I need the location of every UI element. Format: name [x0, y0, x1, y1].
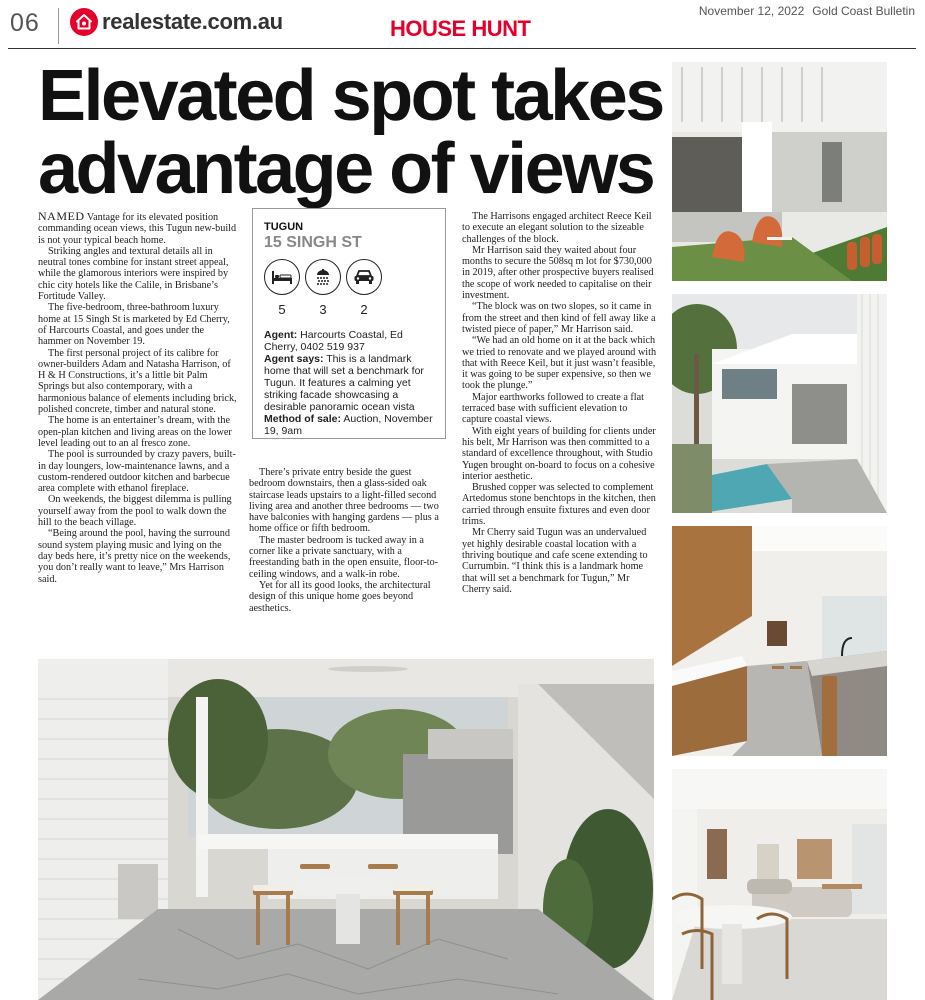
section-title: HOUSE HUNT — [390, 16, 531, 41]
agent-says-value: This is a landmark home that will set a benchmark for Tugun. It features a calming yet striking facade showcasing a desirable panoramic ocean vista — [264, 353, 424, 413]
article-column-1 — [38, 211, 238, 585]
paragraph: The home is an entertainer’s dream, with the open-plan kitchen and living areas on the lower level leading out to an al fresco zone. — [38, 415, 232, 449]
agent-label: Agent: — [264, 329, 298, 341]
listing-details — [264, 329, 434, 437]
article-column-3 — [462, 211, 658, 595]
lead-paragraph — [38, 211, 238, 246]
alfresco-dining-photo — [38, 659, 654, 1000]
paragraph: Brushed copper was selected to complement Artedomus stone benchtops in the kitchen, then carried through ensuite fixtures and even door trims. — [462, 482, 656, 528]
paragraph: On weekends, the biggest dilemma is pulling yourself away from the pool to walk down the hill to the beach village. — [38, 494, 232, 529]
paragraph: “The block was on two slopes, so it came in from the street and then kind of fell away like a twisted piece of paper,” Mr Harrison said. — [462, 301, 656, 335]
bedroom-count: 5 — [278, 302, 286, 317]
lead-text: Vantage for its elevated position commanding ocean views, this Tugun new-build is not your typical beach home. — [38, 212, 237, 246]
pool-facade-photo — [672, 294, 887, 513]
paragraph: The Harrisons engaged architect Reece Keil to execute an elegant solution to the sizeable challenges of the block. — [462, 211, 652, 245]
agent-says-line — [264, 353, 434, 413]
house-logo-icon — [70, 8, 98, 36]
shower-icon — [305, 259, 341, 295]
paragraph: The pool is surrounded by crazy pavers, built-in day loungers, low-maintenance lawns, and a custom-rendered outdoor kitchen and barbecue area complete with ethanol fireplace. — [38, 449, 236, 495]
parking-feature — [346, 259, 382, 317]
car-space-count: 2 — [360, 302, 368, 317]
lead-caps: NAMED — [38, 209, 85, 223]
page-number: 06 — [10, 9, 40, 37]
paragraph: “We had an old home on it at the back which we tried to renovate and we played around with that with Reece Keil, but it just wasn’t feasible, it was going to be super expensive, so then we took the plunge.” — [462, 335, 657, 392]
paragraph: The five-bedroom, three-bathroom luxury home at 15 Singh St is marketed by Ed Cherry, of Harcourts Coastal, and goes under the hammer on November 19. — [38, 302, 230, 348]
car-icon — [346, 259, 382, 295]
method-label: Method of sale: — [264, 413, 342, 425]
publication-name: Gold Coast Bulletin — [812, 4, 915, 18]
paragraph: Mr Cherry said Tugun was an undervalued yet highly desirable coastal location with a thriving boutique and cafe scene extending to Currumbin. “I think this is a landmark home that will set a benchmark for Tugun,” Mr Cherry said. — [462, 527, 648, 595]
paragraph: Mr Harrison said they waited about four months to secure the 508sq m lot for $730,000 in 2019, after other prospective buyers realised the scope of work needed to capitalise on their investment. — [462, 244, 654, 302]
paragraph: Striking angles and textural details all in neutral tones combine for instant street appeal, while the glamorous interiors were inspired by chic city hotels like the Calile, in Brisbane’s Fortitude Valley. — [38, 245, 229, 303]
property-address: 15 SINGH ST — [264, 234, 362, 251]
paragraph: There’s private entry beside the guest bedroom downstairs, then a glass-sided oak staircase leads upstairs to a light-filled second living area and another three bedrooms — two have balconies with hanging gardens — plus a home office or fifth bedroom. — [249, 467, 439, 535]
property-fact-box — [252, 208, 446, 439]
paragraph: The master bedroom is tucked away in a corner like a private sanctuary, with a freestanding bath in the open ensuite, floor-to-ceiling windows, and a walk-in robe. — [249, 534, 439, 580]
living-dining-photo — [672, 769, 887, 1000]
paragraph: The first personal project of its calibre for owner-builders Adam and Natasha Harrison, of H & H Constructions, it’s a little bit Palm Springs but also contemporary, with a harmonious balance of elements including brick, polished concrete, timber and natural stone. — [38, 347, 237, 416]
agent-says-label: Agent says: — [264, 353, 324, 365]
method-of-sale-line — [264, 413, 434, 437]
header-divider — [58, 8, 59, 44]
paragraph: With eight years of building for clients under his belt, Mr Harrison was then committed to a standard of excellence throughout, with Studio Yugen brought on-board to focus on a cohesive interior aesthetic. — [462, 425, 656, 482]
exterior-lawn-photo — [672, 62, 887, 281]
bathrooms-feature — [305, 259, 341, 317]
dateline — [699, 4, 915, 18]
paragraph: Major earthworks followed to create a flat terraced base with sufficient elevation to capture coastal views. — [462, 391, 644, 426]
agent-value: Harcourts Coastal, Ed Cherry, 0402 519 937 — [264, 329, 403, 353]
brand-lockup[interactable] — [70, 8, 283, 36]
agent-line — [264, 329, 434, 353]
paragraph: Yet for all its good looks, the architectural design of this unique home goes beyond aesthetics. — [249, 579, 431, 614]
property-features — [264, 259, 434, 317]
article-column-2 — [249, 467, 449, 614]
brand-name: realestate.com.au — [102, 9, 283, 34]
article-headline: Elevated spot takes advantage of views — [38, 56, 663, 209]
bathroom-count: 3 — [319, 302, 327, 317]
issue-date: November 12, 2022 — [698, 4, 805, 18]
paragraph: “Being around the pool, having the surround sound system playing music and lying on the day beds here, it’s pretty nice on the weekends, you don’t really want to leave,” Mrs Harrison said. — [38, 528, 231, 585]
header-rule — [8, 48, 916, 49]
method-value: Auction, November 19, 9am — [264, 413, 433, 437]
bed-icon — [264, 259, 300, 295]
kitchen-photo — [672, 526, 887, 756]
property-suburb: TUGUN — [264, 221, 304, 233]
bedrooms-feature — [264, 259, 300, 317]
